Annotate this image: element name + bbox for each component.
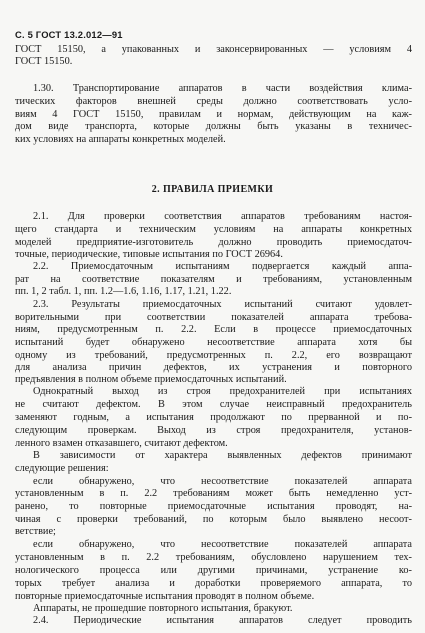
text-line: для анализа причин дефектов, их устранения и повторного xyxy=(15,362,412,373)
text-line: ниям, предусмотренным п. 2.2. Если в процессе приемосдаточных xyxy=(15,324,412,335)
text-line: 2.4. Периодические испытания аппаратов следует проводить xyxy=(33,615,412,626)
section-heading: 2. ПРАВИЛА ПРИЕМКИ xyxy=(151,184,274,195)
text-line: следующие решения: xyxy=(15,463,109,474)
text-line: 2.3. Результаты приемосдаточных испытаний считают удовлет- xyxy=(33,299,412,310)
text-line: щего стандарта и техническим условиям на аппараты конкретных xyxy=(15,224,412,235)
page-header: С. 5 ГОСТ 13.2.012—91 xyxy=(15,29,123,40)
text-line: если обнаружено, что несоответствие показателей аппарата xyxy=(33,476,412,487)
text-line: установленным в п. 2.2 требованиям, обусловлено нарушением тех- xyxy=(15,552,412,563)
text-line: В зависимости от характера выявленных дефектов принимают xyxy=(33,450,412,461)
text-line: тических факторов внешней среды должно соответствовать усло- xyxy=(15,96,412,107)
text-line: Однократный выход из строя предохранителей при испытаниях xyxy=(33,386,412,397)
text-line: рат на соответствие показателям и требованиям, установленным xyxy=(15,274,412,285)
text-line: 2.2. Приемосдаточным испытаниям подвергается каждый аппа- xyxy=(33,261,412,272)
text-line: одному из требований, предусмотренных п. 2.2, его возвращают xyxy=(15,350,412,361)
text-line: точные, периодические, типовые испытания по ГОСТ 26964. xyxy=(15,249,283,260)
text-line: ГОСТ 15150. xyxy=(15,56,73,67)
text-line: испытаний будет обнаружено несоответствие аппарата хотя бы xyxy=(15,337,412,348)
text-line: дом виде транспорта, которые должны быть указаны в техничес- xyxy=(15,121,412,132)
text-line: Аппараты, не прошедшие повторного испытания, бракуют. xyxy=(33,603,293,614)
text-line: предъявления в полном объеме приемосдаточных испытаний. xyxy=(15,374,287,385)
text-line: если обнаружено, что несоответствие показателей аппарата xyxy=(33,539,412,550)
text-line: заменяют годным, а испытания продолжают по прерванной и по- xyxy=(15,412,412,423)
text-line: чиная с проверки требований, по которым было выявлено несоот- xyxy=(15,514,412,525)
text-line: установленным в п. 2.2 требованиям может быть немедленно уст- xyxy=(15,488,412,499)
text-line: пп. 1, 2 табл. 1, пп. 1.2—1.6, 1.16, 1.17, 1.21, 1.22. xyxy=(15,286,232,297)
text-line: ворительными при соответствии показателей аппарата требова- xyxy=(15,312,412,323)
text-line: ветствие; xyxy=(15,526,56,537)
text-line: ГОСТ 15150, а упакованных и законсервированных — условиям 4 xyxy=(15,44,412,55)
text-line: нологического процесса или другими причинами, устранение ко- xyxy=(15,565,412,576)
text-line: повторные приемосдаточные испытания проводят в полном объеме. xyxy=(15,591,315,602)
text-line: ких условиях на аппараты конкретных моделей. xyxy=(15,134,226,145)
text-line: виям 4 ГОСТ 15150, правилам и нормам, действующим на каж- xyxy=(15,109,412,120)
text-line: следующим проверкам. Выход из строя предохранителя, установ- xyxy=(15,425,412,436)
text-line: ранено, то повторные приемосдаточные испытания проводят, на- xyxy=(15,501,412,512)
text-line: 2.1. Для проверки соответствия аппаратов требованиям настоя- xyxy=(33,211,412,222)
text-line: не считают дефектом. В этом случае неисправный предохранитель xyxy=(15,399,412,410)
text-line: торых требует анализа и доработки проверяемого аппарата, то xyxy=(15,578,412,589)
text-line: моделей предприятие-изготовитель должно проводить приемосдаточ- xyxy=(15,237,412,248)
text-line: ленного взамен отказавшего, считают дефектом. xyxy=(15,438,228,449)
text-line: 1.30. Транспортирование аппаратов в части воздействия клима- xyxy=(33,83,412,94)
